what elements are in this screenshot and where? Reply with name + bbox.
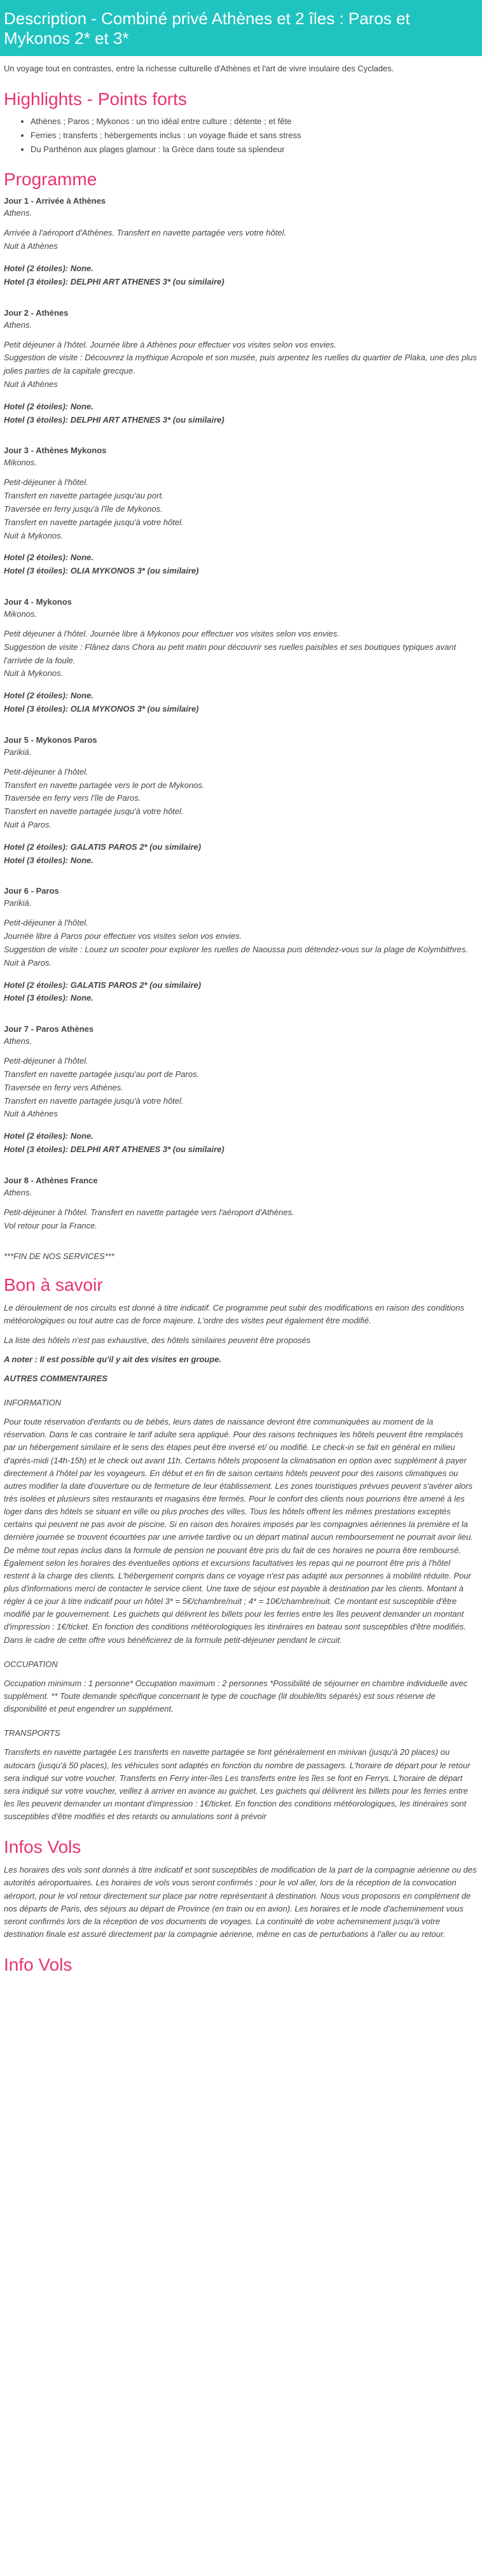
hotel-3-star: Hotel (3 étoiles): OLIA MYKONOS 3* (ou similaire) bbox=[4, 703, 199, 714]
day-title: Jour 6 - Paros bbox=[4, 886, 59, 896]
day-line: Arrivée à l'aéroport d'Athènes. Transfert en navette partagée vers votre hôtel. bbox=[4, 228, 287, 238]
transports-label: TRANSPORTS bbox=[4, 1728, 60, 1738]
day-city: Athens. bbox=[4, 208, 32, 218]
day-line: Transfert en navette partagée vers le port de Mykonos. bbox=[4, 780, 205, 790]
day-line: Petit déjeuner à l'hôtel. Journée libre à Athènes pour effectuer vos visites selon vos envies. bbox=[4, 339, 337, 349]
day-block bbox=[4, 196, 477, 288]
day-title: Jour 8 - Athènes France bbox=[4, 1175, 98, 1185]
hotel-3-star: Hotel (3 étoiles): DELPHI ART ATHENES 3* (ou similaire) bbox=[4, 414, 224, 425]
footer-gap bbox=[4, 1981, 477, 2020]
day-line: Vol retour pour la France. bbox=[4, 1220, 97, 1230]
day-city: Mikonos. bbox=[4, 458, 38, 468]
page-title: Description - Combiné privé Athènes et 2 îles : Paros et Mykonos 2* et 3* bbox=[4, 9, 410, 48]
flight-info-text: Les horaires des vols sont donnés à titre indicatif et sont susceptibles de modification de la part de la compagnie aérienne ou des autorités aéroportuaires. Les horaires de vols vous seront confirmés : pour le vol aller, lors de la réception de la convocation aéroport, pour le vol retour directement sur place par notre représentant à destination. Nous vous proposons en complément de nos départs de Paris, des séjours au départ de Province (en train ou en avion). Les horaires et le mode d'acheminement vous seront confirmés lors de la réception de vos documents de voyages. La continuité de votre acheminement jusqu'à votre destination finale est assuré directement par la compagnie aérienne, même en cas de perturbations à l'aller ou au retour. bbox=[4, 1865, 477, 1939]
hotel-3-star: Hotel (3 étoiles): DELPHI ART ATHENES 3* (ou similaire) bbox=[4, 1144, 224, 1154]
flight-info-heading-2: Info Vols bbox=[4, 1955, 72, 1975]
day-title: Jour 4 - Mykonos bbox=[4, 596, 72, 607]
day-city: Parikiá. bbox=[4, 898, 32, 908]
hotel-3-star: Hotel (3 étoiles): None. bbox=[4, 855, 93, 865]
hotel-2-star: Hotel (2 étoiles): None. bbox=[4, 264, 93, 274]
information-text: Pour toute réservation d'enfants ou de bébés, leurs dates de naissance devront être communiquées au moment de la réservation. Dans le cas contraire le tarif adulte sera appliqué. Pour des raisons techniques les hôtels peuvent être remplacés par un hébergement similaire et le sens des étapes peut être inversé et/ ou modifié. Le check-in se fait en général en milieu d'après-midi (14h-15h) et le check out avant 11h. Certains hôtels proposent la climatisation en option avec supplément à payer directement à l'hôtel par les voyageurs. En début et en fin de saison certains hôtels peuvent pour des raisons climatiques ou autres modifier la date d'ouverture ou de fermeture de leur établissement. Les zones touristiques prévues peuvent s'avérer alors très isolées et plusieurs sites restaurants et magasins être fermés. Pour le confort des clients nous pourrions être amené à les loger dans des hôtels se situant en ville ou plus proches des villes. Tous les hôtels offrent les mêmes prestations exceptés certains qui peuvent ne pas avoir de piscine. Si en raison des horaires imposés par les compagnies aériennes la première et la dernière journée se trouvent écourtées par une arrivée tardive ou un départ matinal aucun remboursement ne pourrait avoir lieu. De même tout repas inclus dans la formule de pension ne pouvant être pris du fait de ces horaires ne pourra être remboursé. Également selon les horaires des éventuelles options et excursions facultatives les repas qui ne pourront être pris à l'hôtel restent à la charge des clients. L'hébergement compris dans ce voyage n'est pas adapté aux personnes à mobilité réduite. Pour plus d'informations merci de contacter le service client. Une taxe de séjour est payable à destination par les clients. Montant à régler à ce jour à titre indicatif pour un hôtel 3* = 5€/chambre/nuit ; 4* = 10€/chambre/nuit. Ce montant est susceptible d'être modifié par le gouvernement. Les guichets qui délivrent les billets pour les ferries entre les îles peuvent demander un montant d'impression : 1€/ticket. En fonction des conditions météorologiques les itinéraires en bateau sont susceptibles d'être modifiés. Dans le cadre de cette offre vous bénéficierez de la formule petit-déjeuner pendant le circuit. bbox=[4, 1417, 473, 1645]
day-block bbox=[4, 886, 477, 1005]
occupation-text: Occupation minimum : 1 personne* Occupation maximum : 2 personnes *Possibilité de séjourner en chambre individuelle avec supplément. ** Toute demande spécifique concernant le type de couchage (lit double/lits séparés) est sous réserve de disponibilité et peut engendrer un supplément. bbox=[4, 1678, 468, 1714]
day-line: Traversée en ferry jusqu'à l'île de Mykonos. bbox=[4, 504, 163, 514]
day-line: Traversée en ferry vers l'île de Paros. bbox=[4, 793, 141, 803]
intro-text: Un voyage tout en contrastes, entre la richesse culturelle d'Athènes et l'art de vivre insulaire des Cyclades. bbox=[4, 64, 394, 74]
info-paragraph: La liste des hôtels n'est pas exhaustive, des hôtels similaires peuvent être proposés bbox=[4, 1335, 311, 1345]
hotel-2-star: Hotel (2 étoiles): GALATIS PAROS 2* (ou similaire) bbox=[4, 980, 202, 990]
hotel-3-star: Hotel (3 étoiles): OLIA MYKONOS 3* (ou similaire) bbox=[4, 566, 199, 576]
day-city: Athens. bbox=[4, 320, 32, 330]
day-line: Petit-déjeuner à l'hôtel. bbox=[4, 1056, 88, 1066]
day-title: Jour 3 - Athènes Mykonos bbox=[4, 446, 107, 456]
page-title-bar bbox=[0, 0, 482, 56]
good-to-know-heading: Bon à savoir bbox=[4, 1275, 103, 1295]
highlight-item: • Du Parthénon aux plages glamour : la Grèce dans toute sa splendeur bbox=[31, 144, 477, 155]
program-heading: Programme bbox=[4, 169, 97, 190]
day-block bbox=[4, 308, 477, 427]
info-paragraph: Le déroulement de nos circuits est donné à titre indicatif. Ce programme peut subir des modifications en raison des conditions météorologiques ou tout autre cas de force majeure. L'ordre des visites peut également être modifié. bbox=[4, 1303, 465, 1326]
other-comments-heading: AUTRES COMMENTAIRES bbox=[4, 1373, 107, 1383]
hotel-2-star: Hotel (2 étoiles): None. bbox=[4, 553, 93, 563]
day-title: Jour 1 - Arrivée à Athènes bbox=[4, 196, 106, 206]
day-line: Petit déjeuner à l'hôtel. Journée libre à Mykonos pour effectuer vos visites selon vos envies. bbox=[4, 628, 340, 638]
day-line: Transfert en navette partagée jusqu'à votre hôtel. bbox=[4, 517, 184, 527]
day-line: Traversée en ferry vers Athènes. bbox=[4, 1082, 123, 1092]
occupation-label: OCCUPATION bbox=[4, 1659, 58, 1669]
day-city: Athens. bbox=[4, 1187, 32, 1197]
day-block bbox=[4, 446, 477, 578]
day-block bbox=[4, 597, 477, 716]
day-city: Athens. bbox=[4, 1036, 32, 1046]
highlight-item: • Athènes ; Paros ; Mykonos : un trio idéal entre culture ; détente ; et fête bbox=[31, 116, 477, 127]
day-line: Suggestion de visite : Découvrez la mythique Acropole et son musée, puis arpentez les ruelles du quartier de Plaka, une des plus jolies parties de la capitale grecque. bbox=[4, 353, 477, 376]
day-line: Nuit à Athènes bbox=[4, 379, 58, 390]
day-line: Nuit à Mykonos. bbox=[4, 530, 64, 540]
day-line: Nuit à Athènes bbox=[4, 241, 58, 251]
day-line: Petit-déjeuner à l'hôtel. bbox=[4, 918, 88, 928]
day-line: Petit-déjeuner à l'hôtel. bbox=[4, 477, 88, 488]
day-title: Jour 7 - Paros Athènes bbox=[4, 1024, 94, 1034]
day-line: Nuit à Paros. bbox=[4, 819, 52, 829]
program-days bbox=[4, 196, 477, 1232]
day-line: Transfert en navette partagée jusqu'au port. bbox=[4, 491, 164, 501]
day-line: Petit-déjeuner à l'hôtel. bbox=[4, 766, 88, 777]
day-line: Suggestion de visite : Louez un scooter pour explorer les ruelles de Naoussa puis détendez-vous sur la plage de Kolymbithres. bbox=[4, 944, 468, 954]
day-line: Nuit à Mykonos. bbox=[4, 668, 64, 679]
day-line: Transfert en navette partagée jusqu'à votre hôtel. bbox=[4, 1095, 184, 1106]
hotel-3-star: Hotel (3 étoiles): DELPHI ART ATHENES 3* (ou similaire) bbox=[4, 276, 224, 286]
info-note: A noter : Il est possible qu'il y ait des visites en groupe. bbox=[4, 1354, 222, 1364]
good-to-know-section bbox=[4, 1302, 477, 1823]
hotel-2-star: Hotel (2 étoiles): None. bbox=[4, 1131, 93, 1141]
hotel-2-star: Hotel (2 étoiles): GALATIS PAROS 2* (ou similaire) bbox=[4, 841, 202, 852]
information-label: INFORMATION bbox=[4, 1398, 62, 1407]
day-title: Jour 5 - Mykonos Paros bbox=[4, 735, 97, 745]
transports-text: Transferts en navette partagée Les transferts en navette partagée se font généralement en minivan (jusqu'à 20 places) ou autocars (jusqu'à 50 places), les véhicules sont adaptés en fonction du nombre de passagers. L'horaire de départ pour le retour sera indiqué sur votre voucher. Transferts en Ferry inter-îles Les transferts entre les îles se font en Ferrys. L'horaire de départ sera indiqué sur votre voucher, veillez à arriver en avance au guichet. Les guichets qui délivrent les billets pour les ferries entre les îles peuvent demander un montant d'impression : 1€/ticket. En fonction des conditions météorologiques, les itinéraires sont susceptibles d'être modifiés et des retards ou annulations sont à prévoir bbox=[4, 1747, 471, 1822]
end-of-services: ***FIN DE NOS SERVICES*** bbox=[4, 1251, 114, 1262]
day-city: Parikiá. bbox=[4, 747, 32, 757]
hotel-2-star: Hotel (2 étoiles): None. bbox=[4, 401, 93, 411]
day-line: Nuit à Athènes bbox=[4, 1109, 58, 1119]
day-line: Transfert en navette partagée jusqu'au port de Paros. bbox=[4, 1069, 200, 1079]
highlight-item: • Ferries ; transferts ; hébergements inclus : un voyage fluide et sans stress bbox=[31, 130, 477, 141]
day-line: Nuit à Paros. bbox=[4, 957, 52, 968]
day-line: Suggestion de visite : Flânez dans Chora au petit matin pour découvrir ses ruelles paisibles et ses boutiques typiques avant l'arrivée de la foule. bbox=[4, 642, 457, 665]
highlights-heading: Highlights - Points forts bbox=[4, 88, 187, 109]
day-line: Journée libre à Paros pour effectuer vos visites selon vos envies. bbox=[4, 931, 242, 941]
day-city: Mikonos. bbox=[4, 609, 38, 619]
flight-info-heading: Infos Vols bbox=[4, 1837, 81, 1857]
flight-info-section bbox=[4, 1864, 477, 1941]
day-line: Petit-déjeuner à l'hôtel. Transfert en navette partagée vers l'aéroport d'Athènes. bbox=[4, 1207, 294, 1217]
hotel-3-star: Hotel (3 étoiles): None. bbox=[4, 993, 93, 1003]
day-title: Jour 2 - Athènes bbox=[4, 307, 69, 318]
hotel-2-star: Hotel (2 étoiles): None. bbox=[4, 691, 93, 701]
day-block bbox=[4, 735, 477, 868]
highlights-list bbox=[31, 116, 477, 156]
day-line: Transfert en navette partagée jusqu'à votre hôtel. bbox=[4, 806, 184, 817]
day-block bbox=[4, 1176, 477, 1233]
day-block bbox=[4, 1024, 477, 1157]
